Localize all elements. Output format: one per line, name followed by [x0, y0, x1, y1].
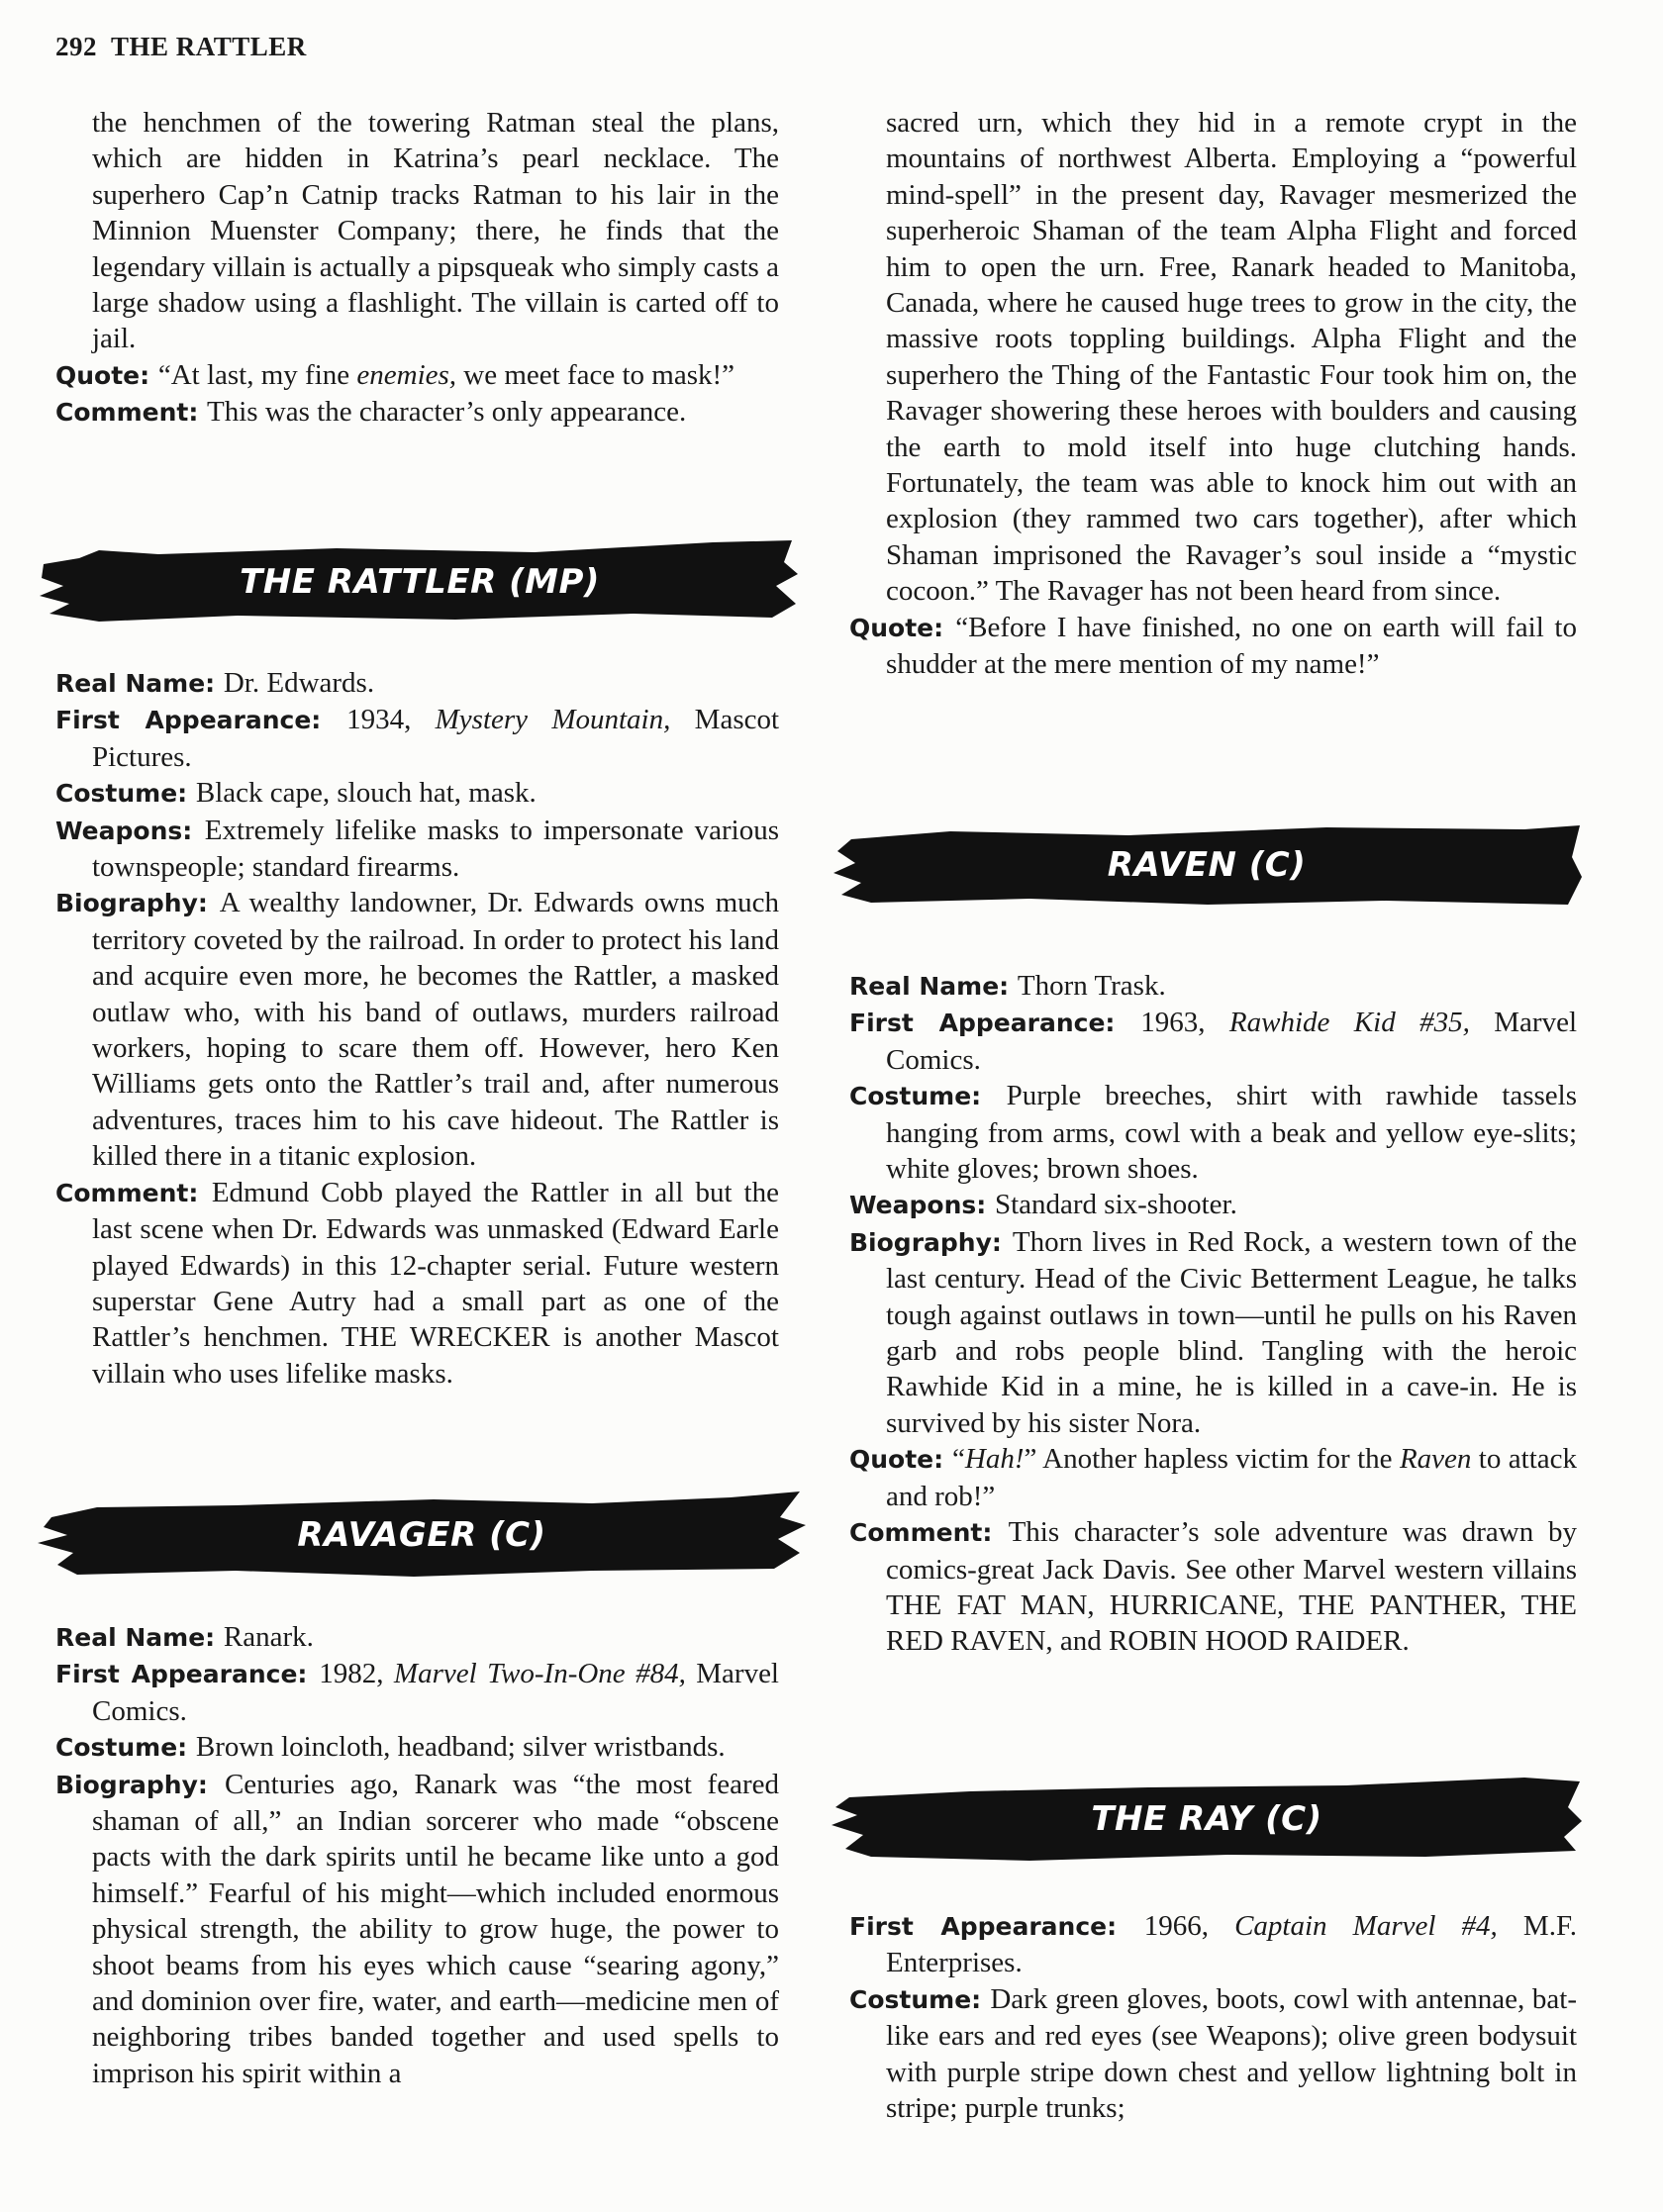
- field-first-appearance: [55, 1656, 779, 1729]
- running-title: THE RATTLER: [111, 32, 307, 61]
- field-biography: [55, 1767, 779, 2092]
- field-label: Real Name:: [55, 669, 224, 698]
- field-weapons: [55, 813, 779, 886]
- entry-the-ray: [849, 1908, 1577, 2126]
- field-label: Biography:: [849, 1227, 1013, 1257]
- field-comment: [849, 1514, 1577, 1660]
- field-quote: [849, 1441, 1577, 1514]
- field-comment: [55, 1175, 779, 1392]
- banner-title: RAVEN (C): [1107, 845, 1307, 885]
- field-text: to attack and rob!”: [886, 1443, 1578, 1512]
- field-text: 1934,: [346, 704, 436, 736]
- field-text: Purple breeches, shirt with rawhide tassels hanging from arms, cowl with a beak and yellow eye-slits; white gloves; brown shoes.: [886, 1080, 1578, 1186]
- field-biography: [849, 1224, 1577, 1441]
- field-quote: [55, 357, 779, 394]
- field-first-appearance: [849, 1005, 1577, 1078]
- field-text: ” Another hapless victim for the: [1024, 1443, 1400, 1476]
- paragraph: [55, 105, 779, 357]
- italic-title: enemies,: [356, 358, 457, 391]
- field-text: This was the character’s only appearance.: [207, 396, 687, 429]
- field-label: Biography:: [55, 1770, 225, 1799]
- field-text: Marvel Comics.: [886, 1007, 1578, 1076]
- field-text: Edmund Cobb played the Rattler in all but the last scene when Dr. Edwards was unmasked (Edward Earle played Edwards) in this 12-chapter serial. Future western superstar Gene Autry had a small part as one of the Rattler’s henchmen. THE WRECKER is another Mascot villain who uses lifelike masks.: [92, 1176, 779, 1390]
- field-text: “Before I have finished, no one on earth will fail to shudder at the mere mention of my name!”: [886, 611, 1577, 681]
- field-text: 1982,: [319, 1658, 394, 1690]
- italic-title: Raven: [1399, 1443, 1472, 1476]
- field-text: “At last, my fine: [157, 358, 357, 391]
- field-text: Dark green gloves, boots, cowl with antennae, bat-like ears and red eyes (see Weapons); olive green bodysuit with purple stripe down chest and yellow lightning bolt in stripe; purple trunks;: [886, 1982, 1578, 2125]
- page-number: 292: [55, 32, 97, 61]
- field-text: Brown loincloth, headband; silver wristbands.: [195, 1731, 726, 1764]
- field-text: A wealthy landowner, Dr. Edwards owns much territory coveted by the railroad. In order to protect his land and acquire even more, he becomes the Rattler, a masked outlaw who, with his band of outlaws, murders railroad workers, hoping to scare them off. However, hero Ken Williams gets onto the Rattler’s trail and, after numerous adventures, traces him to his cave hideout. The Rattler is killed there in a titanic explosion.: [92, 887, 779, 1173]
- banner-raven: [832, 817, 1582, 913]
- field-text: Black cape, slouch hat, mask.: [195, 777, 537, 810]
- field-text: Extremely lifelike masks to impersonate various townspeople; standard firearms.: [92, 814, 779, 884]
- banner-ravager: [38, 1488, 806, 1583]
- field-text: M.F. Enterprises.: [886, 1910, 1577, 1979]
- field-label: Weapons:: [55, 816, 205, 845]
- entry-raven: [849, 968, 1577, 1660]
- field-text: the henchmen of the towering Ratman steal the plans, which are hidden in Katrina’s pearl necklace. The superhero Cap’n Catnip tracks Ratman to his lair in the Minnion Muenster Company; there, he finds that the legendary villain is actually a pipsqueak who simply casts a large shadow using a flashlight. The villain is carted off to jail.: [92, 107, 779, 355]
- field-label: Quote:: [849, 1445, 952, 1475]
- field-label: Costume:: [849, 1082, 1007, 1111]
- field-label: Costume:: [55, 1733, 196, 1763]
- field-label: Comment:: [55, 398, 208, 428]
- field-real-name: [55, 1619, 779, 1656]
- entry-ravager: [55, 1619, 779, 2091]
- field-label: First Appearance:: [55, 706, 347, 735]
- banner-title: THE RAY (C): [1091, 1799, 1322, 1839]
- field-costume: [849, 1078, 1577, 1187]
- field-label: Weapons:: [849, 1191, 995, 1220]
- field-text: This character’s sole adventure was drawn by comics-great Jack Davis. See other Marvel western villains THE FAT MAN, HURRICANE, THE PANTHER, THE RED RAVEN, and ROBIN HOOD RAIDER.: [886, 1516, 1578, 1658]
- section-ratman-continuation: [55, 105, 779, 432]
- field-label: Quote:: [55, 360, 158, 390]
- field-text: Ranark.: [223, 1621, 314, 1653]
- section-ravager-continuation: [849, 105, 1577, 683]
- field-text: 1966,: [1143, 1910, 1235, 1942]
- entry-the-rattler: [55, 665, 779, 1392]
- field-first-appearance: [55, 702, 779, 775]
- field-comment: [55, 394, 779, 431]
- italic-title: Captain Marvel #4,: [1234, 1910, 1498, 1942]
- field-text: Thorn lives in Red Rock, a western town of the last century. Head of the Civic Betterment League, he talks tough against outlaws in town—until he pulls on his Raven garb and robs people blind. Tangling with the heroic Rawhide Kid in a mine, he is killed in a cave-in. He is survived by his sister Nora.: [886, 1225, 1577, 1439]
- paragraph: [849, 105, 1577, 610]
- field-costume: [55, 775, 779, 812]
- field-label: First Appearance:: [55, 1660, 320, 1689]
- banner-the-ray: [832, 1772, 1582, 1867]
- field-weapons: [849, 1187, 1577, 1223]
- field-label: Costume:: [55, 779, 196, 809]
- italic-title: Mystery Mountain,: [435, 704, 671, 736]
- field-text: “: [952, 1443, 965, 1476]
- field-label: Real Name:: [849, 972, 1018, 1001]
- field-text: 1963,: [1140, 1007, 1229, 1039]
- field-label: Comment:: [55, 1178, 212, 1207]
- italic-title: Rawhide Kid #35,: [1228, 1007, 1470, 1039]
- field-text: Centuries ago, Ranark was “the most feared shaman of all,” an Indian sorcerer who made “obscene pacts with the dark spirits until he became like unto a god himself.” Fearful of his might—which included enormous physical strength, the ability to grow huge, the power to shoot beams from his eyes which cause “searing agony,” and dominion over fire, water, and earth—medicine men of neighboring tribes banded together and used spells to imprison his spirit within a: [92, 1768, 779, 2089]
- banner-title: THE RATTLER (MP): [240, 562, 600, 602]
- field-costume: [55, 1729, 779, 1766]
- field-label: First Appearance:: [849, 1912, 1144, 1941]
- field-text: Thorn Trask.: [1017, 970, 1166, 1002]
- field-text: Dr. Edwards.: [223, 667, 375, 699]
- banner-the-rattler: [40, 534, 800, 629]
- field-label: Biography:: [55, 889, 220, 918]
- field-label: First Appearance:: [849, 1009, 1141, 1038]
- field-label: Real Name:: [55, 1623, 224, 1652]
- running-header: [55, 32, 321, 62]
- field-biography: [55, 885, 779, 1174]
- field-text: Standard six-shooter.: [994, 1189, 1237, 1221]
- field-text: we meet face to mask!”: [456, 358, 735, 391]
- italic-title: Hah!: [964, 1443, 1025, 1476]
- field-text: Mascot Pictures.: [92, 704, 780, 773]
- banner-title: RAVAGER (C): [297, 1515, 546, 1555]
- field-label: Comment:: [849, 1518, 1009, 1548]
- field-text: sacred urn, which they hid in a remote crypt in the mountains of northwest Alberta. Employing a “powerful mind-spell” in the present day, Ravager mesmerized the superheroic Shaman of the team Alpha Flight and forced him to open the urn. Free, Ranark headed to Manitoba, Canada, where he caused huge trees to grow in the city, the massive roots toppling buildings. Alpha Flight and the superhero the Thing of the Fantastic Four took him on, the Ravager showering these heroes with boulders and causing the earth to mold itself into huge clutching hands. Fortunately, the team was able to knock him out with an explosion (they rammed two cars together), after which Shaman imprisoned the Ravager’s soul inside a “mystic cocoon.” The Ravager has not been heard from since.: [886, 107, 1577, 608]
- field-quote: [849, 610, 1577, 683]
- italic-title: Marvel Two-In-One #84,: [393, 1658, 686, 1690]
- field-first-appearance: [849, 1908, 1577, 1981]
- field-real-name: [849, 968, 1577, 1005]
- field-costume: [849, 1981, 1577, 2127]
- field-label: Quote:: [849, 613, 956, 642]
- field-real-name: [55, 665, 779, 702]
- field-text: Marvel Comics.: [92, 1658, 779, 1727]
- field-label: Costume:: [849, 1984, 991, 2014]
